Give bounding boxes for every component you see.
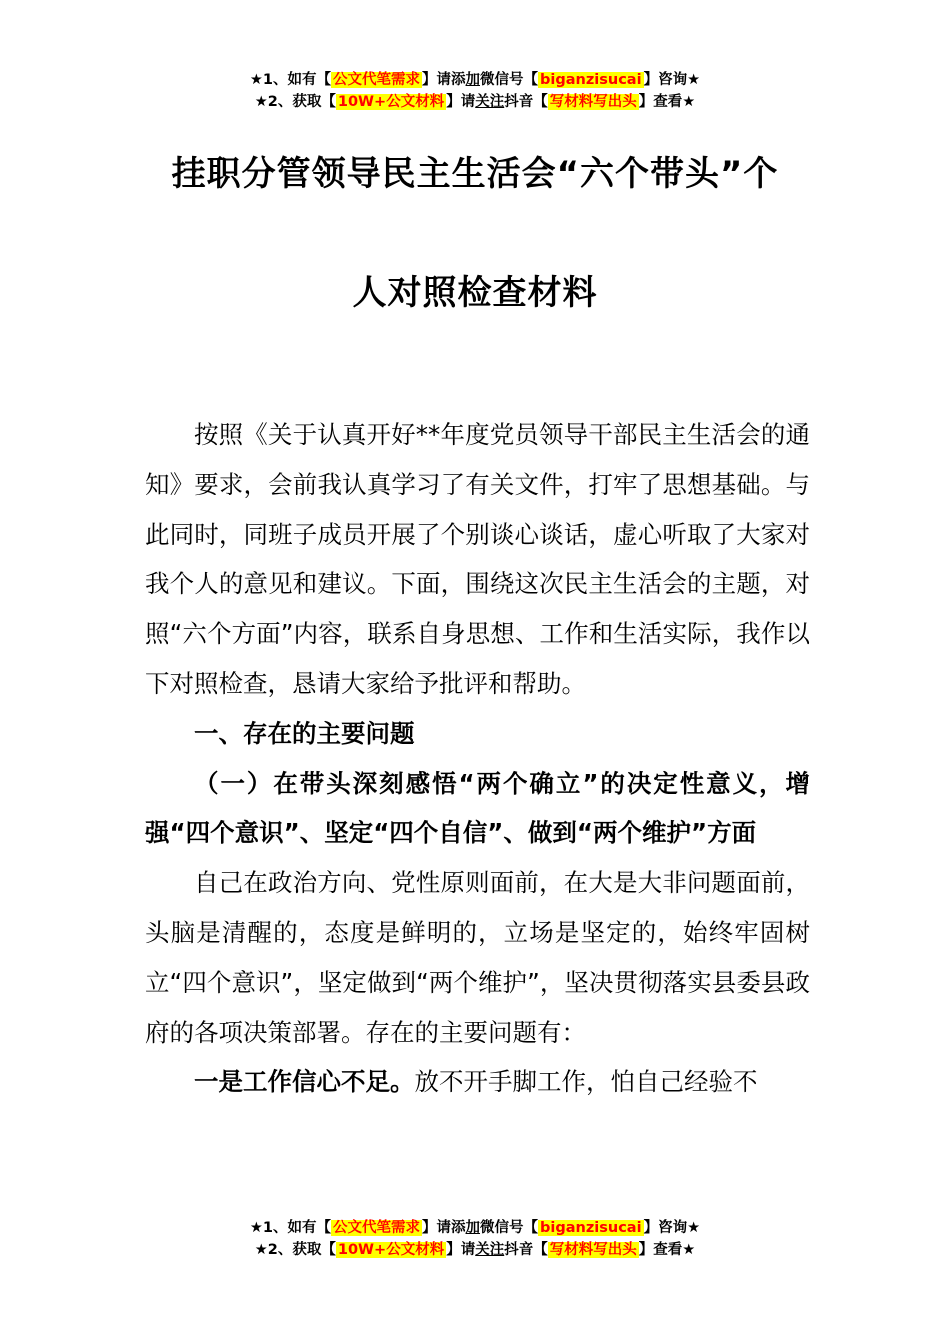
point-1-text: 放不开手脚工作，怕自己经验不 bbox=[414, 1067, 758, 1097]
promo-line-2: ★2、获取【 10W+公文材料 】请关注抖音【 写材料写出头 】查看★ bbox=[254, 1242, 696, 1258]
section-1-heading: 一、存在的主要问题 bbox=[194, 718, 415, 748]
document-title-line-1: 挂职分管领导民主生活会“六个带头”个 bbox=[171, 154, 779, 194]
intro-paragraph: 按照《关于认真开好**年度党员领导干部民主生活会的通知》要求，会前我认真学习了有关文件，打牢了思想基础。与此同时，同班子成员开展了个别谈心谈话，虚心听取了大家对我个人的意见和建议。下面，围绕这次民主生活会的主题，对照“六个方面”内容，联系自身思想、工作和生活实际，我作以下对照检查，恳请大家给予批评和帮助。 bbox=[145, 420, 810, 698]
highlight-ghostwriting: 公文代笔需求 bbox=[333, 72, 421, 88]
subsection-1-heading: （一）在带头深刻感悟“两个确立”的决定性意义，增强“四个意识”、坚定“四个自信”、做到“两个维护”方面 bbox=[145, 768, 810, 848]
highlight-materials: 10W+公文材料 bbox=[337, 1242, 445, 1258]
highlight-wechat-id: biganzisucai bbox=[540, 72, 642, 88]
highlight-materials: 10W+公文材料 bbox=[337, 94, 445, 110]
paragraph-1: 自己在政治方向、党性原则面前，在大是大非问题面前，头脑是清醒的，态度是鲜明的，立场是坚定的，始终牢固树立“四个意识”，坚定做到“两个维护”，坚决贯彻落实县委县政府的各项决策部署。存在的主要问题有： bbox=[145, 868, 810, 1047]
promo-line-1: ★1、如有【 公文代笔需求 】请添加微信号【 biganzisucai 】咨询★ bbox=[249, 72, 701, 88]
highlight-ghostwriting: 公文代笔需求 bbox=[333, 1220, 421, 1236]
document-body bbox=[145, 410, 810, 1107]
promo-line-1: ★1、如有【 公文代笔需求 】请添加微信号【 biganzisucai 】咨询★ bbox=[249, 1220, 701, 1236]
point-1-lead: 一是工作信心不足。 bbox=[194, 1067, 415, 1097]
promo-banner-top bbox=[0, 69, 950, 113]
highlight-douyin: 写材料写出头 bbox=[549, 94, 637, 110]
highlight-douyin: 写材料写出头 bbox=[549, 1242, 637, 1258]
promo-banner-bottom bbox=[0, 1217, 950, 1261]
highlight-wechat-id: biganzisucai bbox=[540, 1220, 642, 1236]
point-1-paragraph bbox=[145, 1057, 810, 1107]
document-title-line-2: 人对照检查材料 bbox=[352, 273, 598, 313]
promo-line-2: ★2、获取【 10W+公文材料 】请关注抖音【 写材料写出头 】查看★ bbox=[254, 94, 696, 110]
